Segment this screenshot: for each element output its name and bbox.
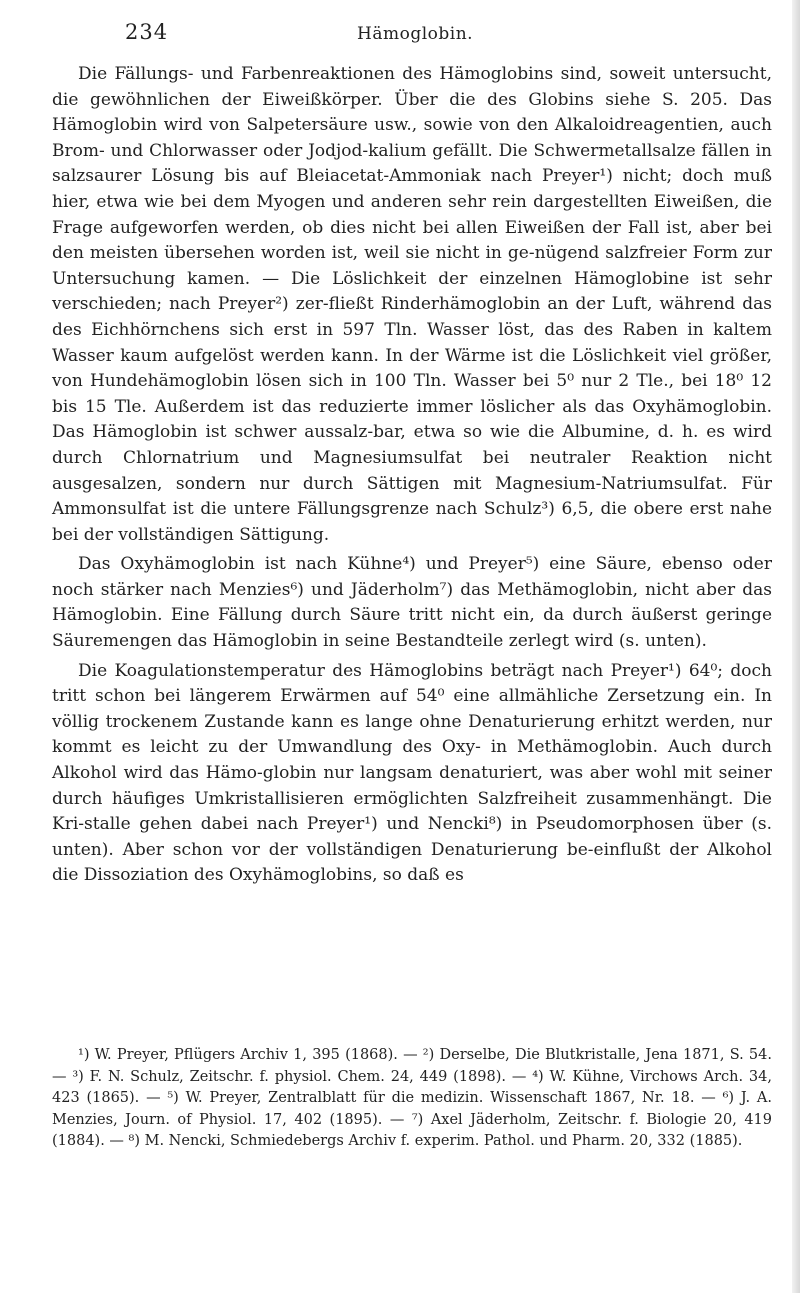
page-number: 234 xyxy=(125,20,169,44)
paragraph-precipitation-solubility: Die Fällungs- und Farbenreaktionen des Hämoglobins sind, soweit untersucht, die gewöhnlichen der Eiweißkörper. Über die des Globins siehe S. 205. Das Hämoglobin wird von Salpetersäure usw., sowie von den Alkaloidreagentien, auch Brom- und Chlorwasser oder Jodjod-kalium gefällt. Die Schwermetallsalze fällen in salzsaurer Lösung bis auf Bleiacetat-Ammoniak nach Preyer¹) nicht; doch muß hier, etwa wie bei dem Myogen und anderen sehr rein dargestellten Eiweißen, die Frage aufgeworfen werden, ob dies nicht bei allen Eiweißen der Fall ist, aber bei den meisten übersehen worden ist, weil sie nicht in ge-nügend salzfreier Form zur Untersuchung kamen. — Die Löslichkeit der einzelnen Hämoglobine ist sehr verschieden; nach Preyer²) zer-fließt Rinderhämoglobin an der Luft, während das des Eichhörnchens sich erst in 597 Tln. Wasser löst, das des Raben in kaltem Wasser kaum aufgelöst werden kann. In der Wärme ist die Löslichkeit viel größer, von Hundehämoglobin lösen sich in 100 Tln. Wasser bei 5⁰ nur 2 Tle., bei 18⁰ 12 bis 15 Tle. Außerdem ist das reduzierte immer löslicher als das Oxyhämoglobin. Das Hämoglobin ist schwer aussalz-bar, etwa so wie die Albumine, d. h. es wird durch Chlornatrium und Magnesiumsulfat bei neutraler Reaktion nicht ausgesalzen, sondern nur durch Sättigen mit Magnesium-Natriumsulfat. Für Ammonsulfat ist die untere Fällungsgrenze nach Schulz³) 6,5, die obere erst nahe bei der vollständigen Sättigung. xyxy=(52,64,772,545)
page-edge-shadow xyxy=(792,0,800,1293)
body-text xyxy=(52,62,772,893)
paragraph-coagulation: Die Koagulationstemperatur des Hämoglobins beträgt nach Preyer¹) 64⁰; doch tritt schon bei längerem Erwärmen auf 54⁰ eine allmähliche Zersetzung ein. In völlig trockenem Zustande kann es lange ohne Denaturierung erhitzt werden, nur kommt es leicht zu der Umwandlung des Oxy- in Methämoglobin. Auch durch Alkohol wird das Hämo-globin nur langsam denaturiert, was aber wohl mit seiner durch häufiges Umkristallisieren ermöglichten Salzfreiheit zusammenhängt. Die Kri-stalle gehen dabei nach Preyer¹) und Nencki⁸) in Pseudomorphosen über (s. unten). Aber schon vor der vollständigen Denaturierung be-einflußt der Alkohol die Dissoziation des Oxyhämoglobins, so daß es xyxy=(52,660,772,886)
paragraph-acidity: Das Oxyhämoglobin ist nach Kühne⁴) und Preyer⁵) eine Säure, ebenso oder noch stärker nach Menzies⁶) und Jäderholm⁷) das Methämoglobin, nicht aber das Hämoglobin. Eine Fällung durch Säure tritt nicht ein, da durch äußerst geringe Säuremengen das Hämoglobin in seine Bestandteile zerlegt wird (s. unten). xyxy=(52,554,772,652)
running-head: Hämoglobin. xyxy=(357,24,474,44)
footnote-block: ¹) W. Preyer, Pflügers Archiv 1, 395 (1868). — ²) Derselbe, Die Blutkristalle, Jena 1871, S. 54. — ³) F. N. Schulz, Zeitschr. f. physiol. Chem. 24, 449 (1898). — ⁴) W. Kühne, Virchows Arch. 34, 423 (1865). — ⁵) W. Preyer, Zentralblatt für die medizin. Wissenschaft 1867, Nr. 18. — ⁶) J. A. Menzies, Journ. of Physiol. 17, 402 (1895). — ⁷) Axel Jäderholm, Zeitschr. f. Biologie 20, 419 (1884). — ⁸) M. Nencki, Schmiedebergs Archiv f. experim. Pathol. und Pharm. 20, 332 (1885). xyxy=(52,1047,772,1149)
footnotes xyxy=(52,1045,772,1153)
